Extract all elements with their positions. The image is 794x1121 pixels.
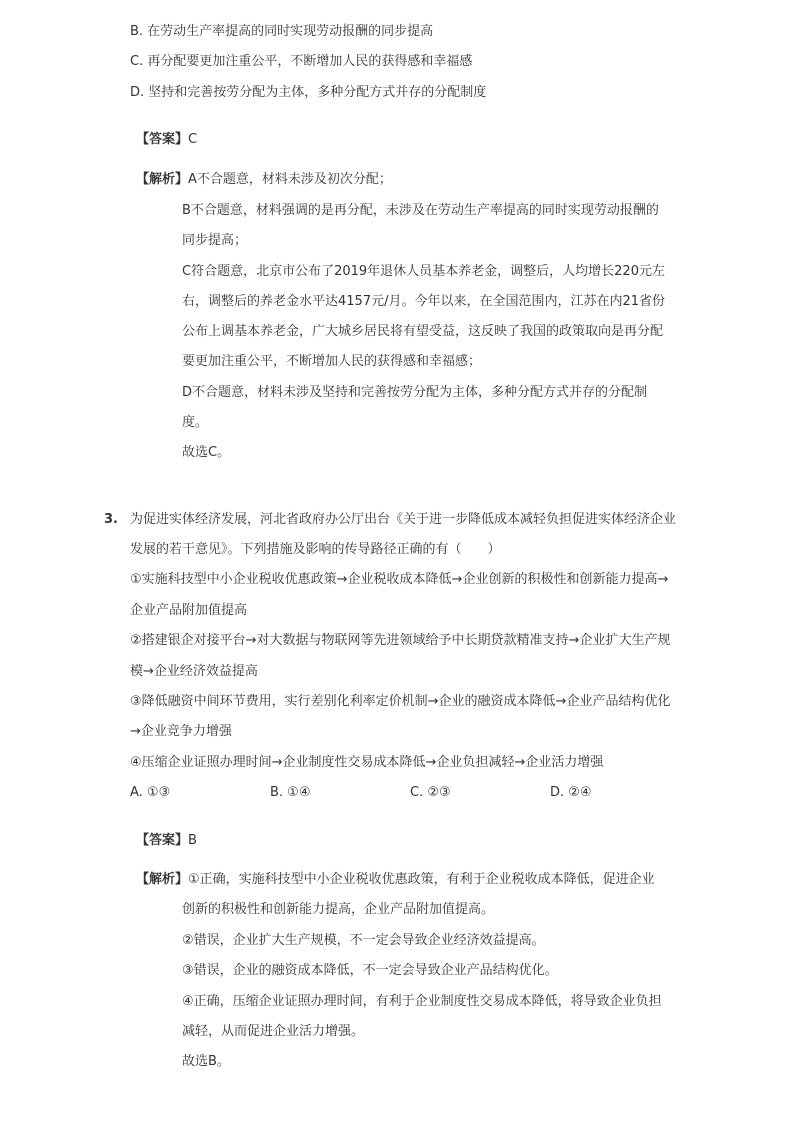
analysis-block	[136, 870, 655, 890]
analysis-line: 同步提高；	[182, 233, 248, 248]
analysis-line: 创新的积极性和创新能力提高，企业产品附加值提高。	[182, 902, 495, 917]
analysis-line: ①正确，实施科技型中小企业税收优惠政策，有利于企业税收成本降低，促进企业	[188, 872, 655, 887]
analysis-line: ④正确，压缩企业证照办理时间，有利于企业制度性交易成本降低，将导致企业负担	[182, 994, 662, 1009]
question-number: 3.	[104, 512, 118, 527]
analysis-line: 减轻，从而促进企业活力增强。	[182, 1024, 365, 1039]
answer-block	[136, 130, 197, 150]
analysis-label: 【解析】	[136, 872, 189, 887]
answer-value: B	[188, 833, 197, 848]
question-item: 模→企业经济效益提高	[130, 664, 258, 679]
question-item: ③降低融资中间环节费用，实行差别化利率定价机制→企业的融资成本降低→企业产品结构优化	[130, 694, 671, 709]
analysis-line: 故选B。	[182, 1054, 230, 1069]
question-item: →企业竞争力增强	[130, 724, 232, 739]
option-d: D. 坚持和完善按劳分配为主体，多种分配方式并存的分配制度	[130, 85, 487, 100]
question-item: ①实施科技型中小企业税收优惠政策→企业税收成本降低→企业创新的积极性和创新能力提高→	[130, 572, 669, 587]
analysis-line: 要更加注重公平，不断增加人民的获得感和幸福感；	[182, 354, 482, 369]
answer-block	[136, 831, 197, 851]
analysis-line: ③错误，企业的融资成本降低，不一定会导致企业产品结构优化。	[182, 963, 558, 978]
answer-value: C	[188, 132, 198, 147]
analysis-line: ②错误，企业扩大生产规模，不一定会导致企业经济效益提高。	[182, 933, 545, 948]
analysis-block	[136, 170, 392, 190]
question-stem-line: 发展的若干意见》。下列措施及影响的传导路径正确的有（ ）	[130, 542, 501, 557]
answer-label: 【答案】	[136, 132, 189, 147]
option-b: B. 在劳动生产率提高的同时实现劳动报酬的同步提高	[130, 24, 434, 39]
analysis-line: B不合题意，材料强调的是再分配，未涉及在劳动生产率提高的同时实现劳动报酬的	[182, 203, 659, 218]
analysis-line: 公布上调基本养老金，广大城乡居民将有望受益，这反映了我国的政策取向是再分配	[182, 324, 664, 339]
answer-label: 【答案】	[136, 833, 189, 848]
analysis-line: D不合题意，材料未涉及坚持和完善按劳分配为主体，多种分配方式并存的分配制	[182, 385, 648, 400]
question-stem-line: 为促进实体经济发展，河北省政府办公厅出台《关于进一步降低成本减轻负担促进实体经济企业	[130, 512, 677, 527]
choice-d: D. ②④	[550, 785, 592, 800]
question-item: 企业产品附加值提高	[130, 603, 248, 618]
question-item: ②搭建银企对接平台→对大数据与物联网等先进领域给予中长期贷款精准支持→企业扩大生产规	[130, 633, 671, 648]
choice-b: B. ①④	[270, 785, 311, 800]
option-c: C. 再分配要更加注重公平，不断增加人民的获得感和幸福感	[130, 54, 473, 69]
choice-c: C. ②③	[410, 785, 451, 800]
analysis-line: 度。	[182, 415, 209, 430]
question-item: ④压缩企业证照办理时间→企业制度性交易成本降低→企业负担减轻→企业活力增强	[130, 755, 604, 770]
analysis-label: 【解析】	[136, 172, 189, 187]
analysis-line: A不合题意，材料未涉及初次分配；	[188, 172, 392, 187]
analysis-line: 故选C。	[182, 445, 231, 460]
choice-a: A. ①③	[130, 785, 171, 800]
analysis-line: 右，调整后的养老金水平达4157元/月。今年以来，在全国范围内，江苏在内21省份	[182, 294, 666, 309]
analysis-line: C符合题意，北京市公布了2019年退休人员基本养老金，调整后，人均增长220元左	[182, 264, 665, 279]
